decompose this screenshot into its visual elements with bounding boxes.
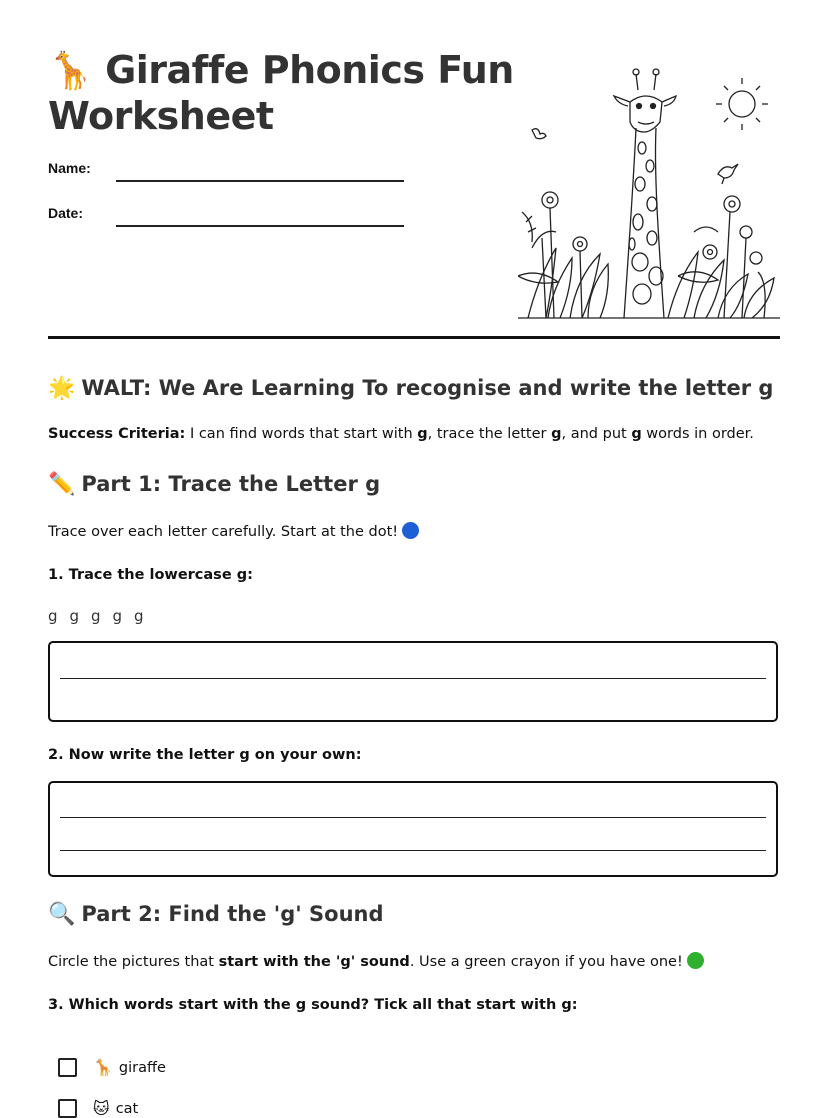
part1-heading [48, 472, 380, 497]
option-label: giraffe [118, 1059, 166, 1076]
part1-instruction [48, 522, 419, 540]
option-label: cat [115, 1100, 139, 1117]
walt-heading [48, 376, 773, 401]
checkbox[interactable] [58, 1099, 77, 1118]
cat-icon: 🐱 [93, 1099, 110, 1118]
criteria-letter: g [551, 426, 562, 442]
question-1: 1. Trace the lowercase g: [48, 567, 253, 583]
blue-dot-icon [402, 522, 419, 539]
name-field[interactable] [116, 180, 404, 182]
writing-line [60, 850, 766, 851]
part2-heading-text: Part 2: Find the 'g' Sound [81, 902, 384, 926]
criteria-letter: g [631, 426, 642, 442]
trace-letter: g [91, 607, 101, 625]
free-writing-box[interactable] [48, 781, 778, 877]
part1-instruction-text: Trace over each letter carefully. Start at the dot! [48, 524, 399, 540]
trace-writing-box[interactable] [48, 641, 778, 722]
giraffe-icon: 🦒 [93, 1058, 113, 1077]
success-criteria-label: Success Criteria: [48, 426, 186, 442]
leaves-left [518, 192, 608, 318]
criteria-text: , trace the letter [427, 426, 552, 442]
date-label: Date: [48, 205, 84, 221]
part2-instruction [48, 952, 704, 970]
sun-icon [716, 78, 768, 130]
magnifier-icon: 🔍 [48, 902, 76, 927]
giraffe-icon: 🦒 [48, 51, 93, 92]
giraffe-illustration [518, 62, 780, 320]
part2-heading [48, 902, 384, 927]
part2-instruction-bold: start with the 'g' sound [218, 954, 410, 970]
trace-letter: g [69, 607, 80, 625]
criteria-text: I can find words that start with [189, 426, 418, 442]
success-criteria [48, 426, 754, 442]
trace-letter-row [48, 607, 156, 625]
green-dot-icon [687, 952, 704, 969]
title-text: Giraffe Phonics Fun Worksheet [48, 48, 514, 138]
walt-heading-text: WALT: We Are Learning To recognise and write the letter g [81, 376, 774, 400]
criteria-text: words in order. [641, 426, 754, 442]
header-divider [48, 336, 780, 339]
writing-line [60, 678, 766, 679]
page-title [48, 48, 518, 138]
trace-letter: g [134, 607, 144, 625]
checkbox[interactable] [58, 1058, 77, 1077]
question-2: 2. Now write the letter g on your own: [48, 747, 362, 763]
part2-instruction-text: . Use a green crayon if you have one! [409, 954, 683, 970]
bird-icon [718, 164, 738, 178]
option-cat[interactable] [58, 1099, 138, 1118]
star-icon: 🌟 [48, 376, 76, 401]
date-field[interactable] [116, 225, 404, 227]
option-giraffe[interactable] [58, 1058, 166, 1077]
writing-line [60, 817, 766, 818]
criteria-text: , and put [561, 426, 632, 442]
part1-heading-text: Part 1: Trace the Letter g [81, 472, 381, 496]
criteria-letter: g [417, 426, 428, 442]
giraffe-neck [624, 128, 664, 318]
trace-letter: g [48, 607, 58, 625]
leaves-right [668, 196, 774, 318]
part2-instruction-text: Circle the pictures that [48, 954, 219, 970]
giraffe-head [630, 96, 662, 132]
name-label: Name: [48, 160, 91, 176]
bird-icon [532, 129, 546, 139]
question-3: 3. Which words start with the g sound? Tick all that start with g: [48, 997, 578, 1013]
trace-letter: g [112, 607, 123, 625]
pencil-icon: ✏️ [48, 472, 76, 497]
